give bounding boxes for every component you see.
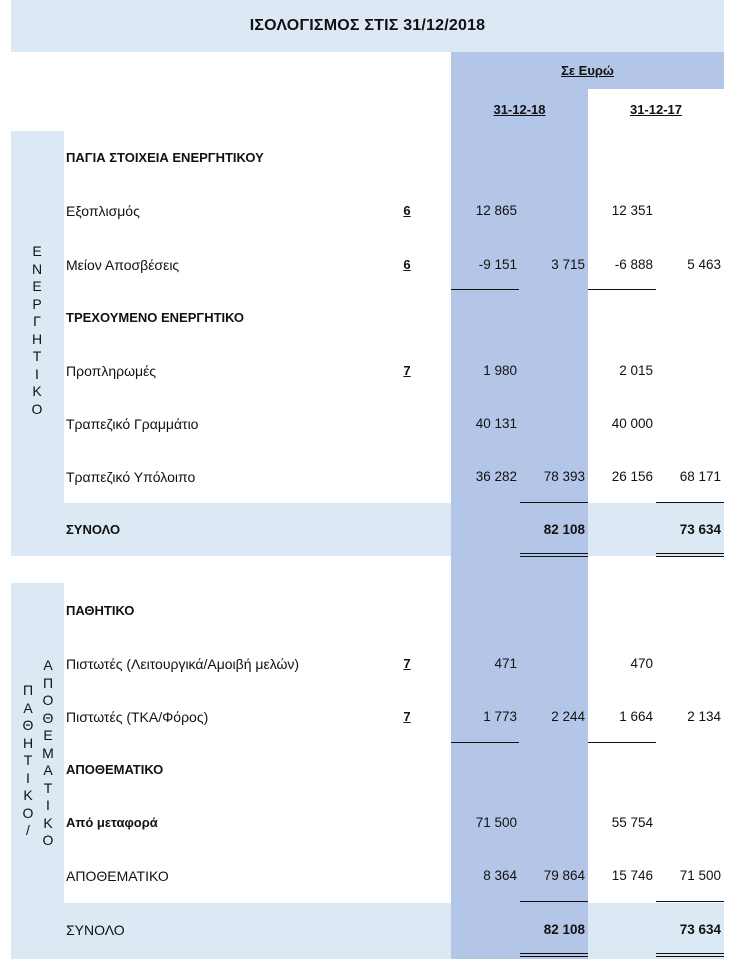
bank-balance-2017: 26 156 [611, 469, 653, 484]
depreciation-label: Μείον Αποσβέσεις [66, 257, 180, 273]
subtotal-rule [451, 742, 519, 743]
assets-total-2018: 82 108 [543, 522, 585, 537]
prepayments-2018: 1 980 [483, 363, 517, 378]
total-double-rule [656, 553, 724, 557]
depreciation-2017: -6 888 [614, 257, 653, 272]
fixed-assets-heading: ΠΑΓΙΑ ΣΤΟΙΧΕΙΑ ΕΝΕΡΓΗΤΙΚΟΥ [66, 150, 264, 165]
carried-forward-2018: 71 500 [475, 815, 517, 830]
equipment-2018: 12 865 [475, 203, 517, 218]
current-subtotal-2018: 78 393 [543, 469, 585, 484]
subtotal-rule [520, 901, 588, 902]
carried-forward-2017: 55 754 [611, 815, 653, 830]
bank-bill-2017: 40 000 [611, 416, 653, 431]
bank-balance-2018: 36 282 [475, 469, 517, 484]
creditors-tax-label: Πιστωτές (ΤΚΑ/Φόρος) [66, 709, 209, 725]
subtotal-rule [656, 901, 724, 902]
creditors-ops-note: 7 [403, 656, 411, 671]
current-assets-heading: ΤΡΕΧΟΥΜΕΝΟ ΕΝΕΡΓΗΤΙΚΟ [66, 310, 245, 325]
creditors-tax-2018: 1 773 [483, 709, 517, 724]
fixed-subtotal-2018: 3 715 [551, 257, 585, 272]
creditors-tax-2017: 1 664 [619, 709, 653, 724]
creditors-ops-label: Πιστωτές (Λειτουργικά/Αμοιβή μελών) [66, 656, 300, 672]
prepayments-2017: 2 015 [619, 363, 653, 378]
creditors-ops-2017: 470 [630, 656, 653, 671]
equipment-note: 6 [403, 203, 411, 218]
liabilities-side-label: Π Α Θ Η Τ Ι Κ Ο / [22, 682, 34, 838]
subtotal-rule [520, 502, 588, 503]
reserve-2017: 15 746 [611, 868, 653, 883]
liabilities-subtotal-2018: 2 244 [551, 709, 585, 724]
liabilities-total-2018: 82 108 [543, 922, 585, 937]
page-title: ΙΣΟΛΟΓΙΣΜΟΣ ΣΤΙΣ 31/12/2018 [249, 17, 486, 34]
column-header-2018: 31-12-18 [493, 102, 546, 117]
subtotal-rule [656, 502, 724, 503]
fixed-subtotal-2017: 5 463 [687, 257, 721, 272]
assets-side-label: Ε Ν Ε Ρ Γ Η Τ Ι Κ Ο [31, 243, 43, 417]
reserve-side-label: Α Π Ο Θ Ε Μ Α Τ Ι Κ Ο [42, 657, 54, 848]
liabilities-heading: ΠΑΘΗΤΙΚΟ [66, 603, 135, 618]
reserve-heading: ΑΠΟΘΕΜΑΤΙΚΟ [66, 762, 164, 777]
total-double-rule [656, 953, 724, 957]
assets-total-label: ΣΥΝΟΛΟ [66, 522, 121, 537]
liabilities-subtotal-2017: 2 134 [687, 709, 721, 724]
prepayments-label: Προπληρωμές [66, 363, 157, 379]
total-double-rule [520, 553, 588, 557]
assets-total-2017: 73 634 [679, 522, 721, 537]
equipment-label: Εξοπλισμός [66, 203, 140, 219]
column-header-2017: 31-12-17 [629, 102, 683, 117]
bank-bill-label: Τραπεζικό Γραμμάτιο [66, 416, 199, 432]
prepayments-note: 7 [403, 363, 411, 378]
assets-total-row-band [64, 503, 451, 556]
liabilities-total-label: ΣΥΝΟΛΟ [66, 922, 125, 938]
subtotal-rule [451, 289, 519, 290]
creditors-ops-2018: 471 [494, 656, 517, 671]
equipment-2017: 12 351 [611, 203, 653, 218]
reserve-label: ΑΠΟΘΕΜΑΤΙΚΟ [66, 868, 169, 884]
bank-bill-2018: 40 131 [475, 416, 517, 431]
depreciation-2018: -9 151 [478, 257, 517, 272]
currency-header: Σε Ευρώ [561, 63, 614, 78]
bank-balance-label: Τραπεζικό Υπόλοιπο [66, 469, 196, 485]
subtotal-rule [588, 742, 656, 743]
depreciation-note: 6 [403, 257, 411, 272]
liabilities-total-2017: 73 634 [679, 922, 721, 937]
creditors-tax-note: 7 [403, 709, 411, 724]
subtotal-rule [588, 289, 656, 290]
reserve-2018: 8 364 [483, 868, 517, 883]
carried-forward-label: Από μεταφορά [66, 815, 158, 830]
current-subtotal-2017: 68 171 [679, 469, 721, 484]
reserve-subtotal-2018: 79 864 [543, 868, 585, 883]
total-double-rule [520, 953, 588, 957]
reserve-subtotal-2017: 71 500 [679, 868, 721, 883]
